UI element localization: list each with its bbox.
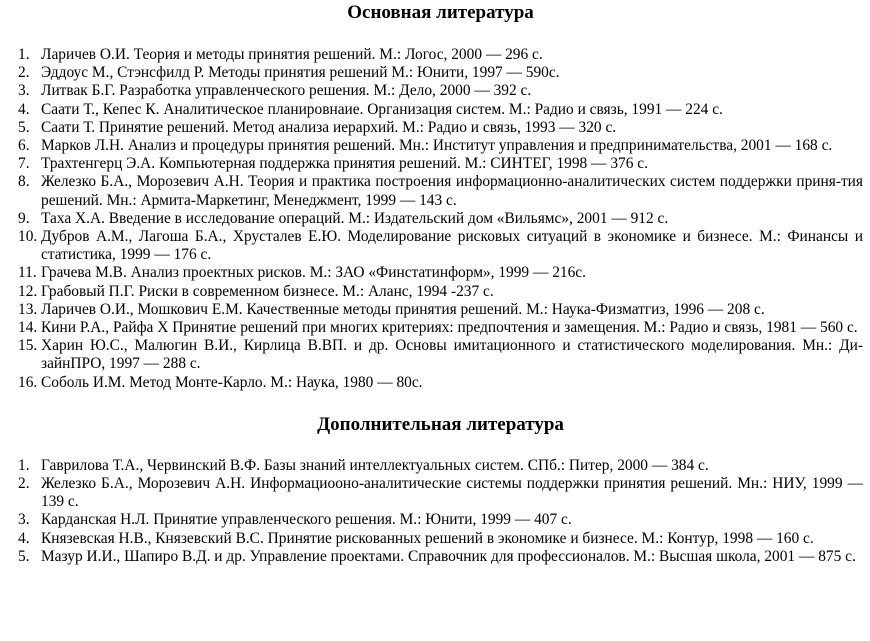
main-literature-item bbox=[18, 119, 863, 137]
list-item-text: Соболь И.М. Метод Монте-Карло. М.: Наука, 1980 — 80с. bbox=[41, 373, 423, 391]
main-literature-item bbox=[18, 374, 863, 392]
list-item-number: 9. bbox=[18, 209, 30, 227]
list-item-text: Харин Ю.С., Малюгин В.И., Кирлица В.ВП. и др. Основы имитационного и статистического моделирования. Мн.: Ди-зайнПРО, 1997 — 288 с. bbox=[41, 337, 863, 373]
list-item-number: 3. bbox=[18, 82, 30, 100]
list-item-text: Железко Б.А., Морозевич А.Н. Информациооно-аналитические системы поддержки принятия решений. Мн.: НИУ, 1999 — 139 с. bbox=[41, 475, 863, 511]
list-item-number: 1. bbox=[18, 46, 30, 63]
list-item-number: 12. bbox=[18, 282, 38, 300]
list-item-text: Кини Р.А., Райфа Х Принятие решений при многих критериях: предпочтения и замещения. М.: Радио и связь, 1981 — 560 с. bbox=[41, 319, 858, 337]
list-item-number: 4. bbox=[18, 100, 30, 118]
list-item-text: Марков Л.Н. Анализ и процедуры принятия решений. Мн.: Институт управления и предпринимательства, 2001 — 168 с. bbox=[41, 137, 833, 155]
list-item-text: Трахтенгерц Э.А. Компьютерная поддержка принятия решений. М.: СИНТЕГ, 1998 — 376 с. bbox=[41, 155, 648, 173]
section-title-additional: Дополнительная литература bbox=[317, 413, 564, 435]
main-literature-list bbox=[18, 46, 863, 392]
main-literature-item bbox=[18, 301, 863, 319]
list-item-number: 16. bbox=[18, 373, 38, 391]
list-item-number: 2. bbox=[18, 64, 30, 82]
main-literature-item bbox=[18, 264, 863, 282]
list-item-text: Таха Х.А. Введение в исследование операций. М.: Издательский дом «Вильямс», 2001 — 912 с. bbox=[41, 209, 669, 227]
list-item-number: 5. bbox=[18, 547, 30, 565]
additional-literature-item bbox=[18, 548, 863, 566]
list-item-text: Саати Т., Кепес К. Аналитическое планировнаие. Организация систем. М.: Радио и связь, 1991 — 224 с. bbox=[41, 100, 723, 118]
list-item-text: Саати Т. Принятие решений. Метод анализа иерархий. М.: Радио и связь, 1993 — 320 с. bbox=[41, 118, 617, 136]
main-literature-item bbox=[18, 173, 863, 209]
list-item-number: 11. bbox=[18, 264, 37, 282]
main-literature-item bbox=[18, 319, 863, 337]
main-literature-item bbox=[18, 64, 863, 82]
list-item-number: 8. bbox=[18, 173, 30, 191]
main-literature-item bbox=[18, 283, 863, 301]
main-literature-item bbox=[18, 82, 863, 100]
main-literature-item bbox=[18, 137, 863, 155]
list-item-text: Мазур И.И., Шапиро В.Д. и др. Управление проектами. Справочник для профессионалов. М.: Высшая школа, 2001 — 875 с. bbox=[41, 547, 856, 565]
additional-literature-item bbox=[18, 457, 863, 475]
list-item-number: 6. bbox=[18, 137, 30, 155]
list-item-text: Гаврилова Т.А., Червинский В.Ф. Базы знаний интеллектуальных систем. СПб.: Питер, 2000 — 384 с. bbox=[41, 456, 709, 474]
list-item-text: Карданская Н.Л. Принятие управленческого решения. М.: Юнити, 1999 — 407 с. bbox=[41, 511, 572, 529]
list-item-number: 14. bbox=[18, 319, 38, 337]
main-literature-item bbox=[18, 155, 863, 173]
list-item-number: 15. bbox=[18, 337, 38, 355]
additional-literature-item bbox=[18, 530, 863, 548]
list-item-text: Князевская Н.В., Князевский В.С. Принятие рискованных решений в экономике и бизнесе. М.: Контур, 1998 — 160 с. bbox=[41, 529, 814, 547]
additional-literature-list bbox=[18, 457, 863, 566]
list-item-text: Дубров А.М., Лагоша Б.А., Хрусталев Е.Ю. Моделирование рисковых ситуаций в экономике и бизнесе. М.: Финансы и статистика, 1999 — 176 с. bbox=[41, 228, 863, 264]
list-item-number: 5. bbox=[18, 118, 30, 136]
list-item-text: Грачева М.В. Анализ проектных рисков. М.: ЗАО «Финстатинформ», 1999 — 216с. bbox=[41, 264, 586, 282]
list-item-number: 1. bbox=[18, 456, 30, 474]
list-item-number: 2. bbox=[18, 475, 30, 493]
main-literature-item bbox=[18, 228, 863, 264]
list-item-text: Ларичев О.И., Мошкович Е.М. Качественные методы принятия решений. М.: Наука-Физматгиз, 1996 — 208 с. bbox=[41, 300, 765, 318]
additional-literature-item bbox=[18, 475, 863, 511]
list-item-number: 3. bbox=[18, 511, 30, 529]
main-literature-item bbox=[18, 210, 863, 228]
list-item-text: Литвак Б.Г. Разработка управленческого решения. М.: Дело, 2000 — 392 с. bbox=[41, 82, 532, 100]
list-item-number: 13. bbox=[18, 300, 38, 318]
list-item-number: 7. bbox=[18, 155, 30, 173]
list-item-number: 10. bbox=[18, 228, 38, 246]
list-item-number: 4. bbox=[18, 529, 30, 547]
list-item-text: Эддоус М., Стэнсфилд Р. Методы принятия решений М.: Юнити, 1997 — 590с. bbox=[41, 64, 560, 82]
list-item-text: Грабовый П.Г. Риски в современном бизнесе. М.: Аланс, 1994 -237 с. bbox=[41, 282, 494, 300]
additional-literature-item bbox=[18, 511, 863, 529]
list-item-text: Ларичев О.И. Теория и методы принятия решений. М.: Логос, 2000 — 296 с. bbox=[41, 46, 543, 63]
main-literature-item bbox=[18, 337, 863, 373]
section-title-main: Основная литература bbox=[347, 2, 534, 23]
main-literature-item bbox=[18, 46, 863, 64]
main-literature-item bbox=[18, 101, 863, 119]
list-item-text: Железко Б.А., Морозевич А.Н. Теория и практика построения информационно-аналитических систем поддержки приня-тия решений. Мн.: Армита-Маркетинг, Менеджмент, 1999 — 143 с. bbox=[41, 173, 863, 209]
